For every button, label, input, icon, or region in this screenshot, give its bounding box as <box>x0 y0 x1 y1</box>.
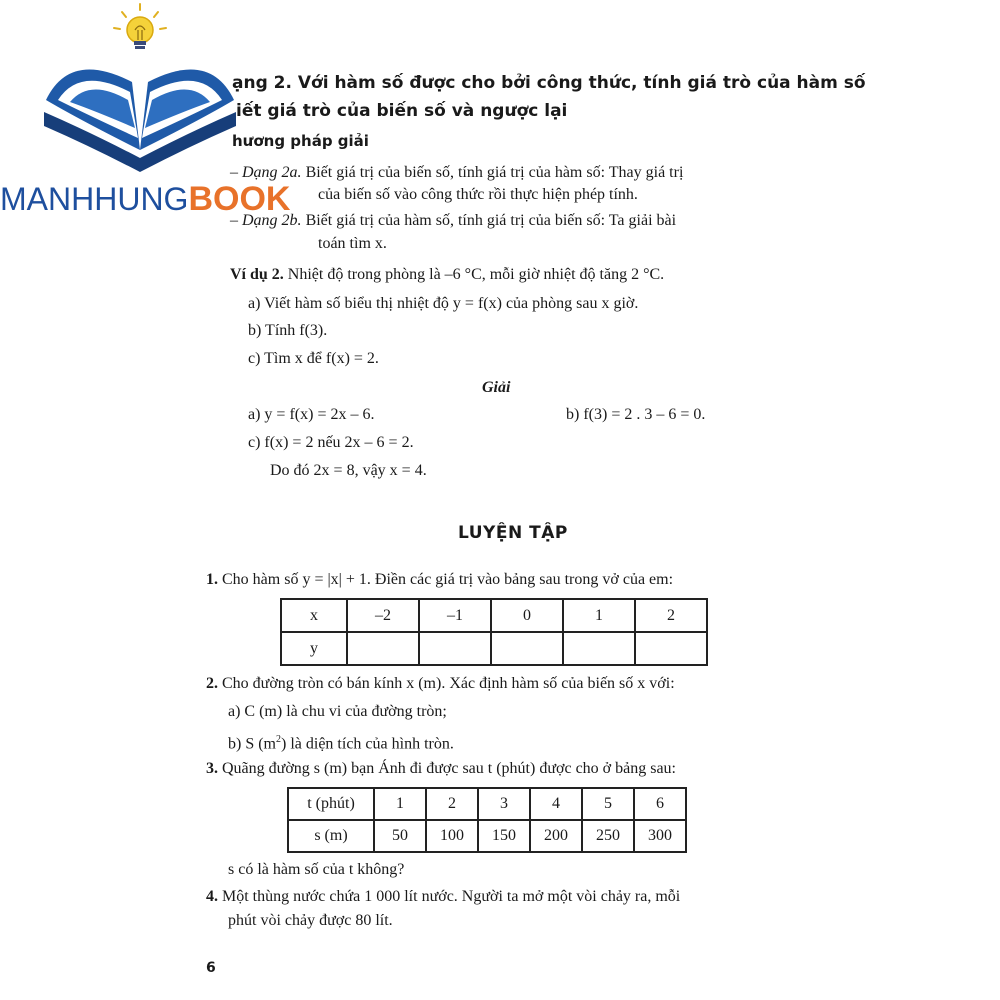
table-cell: 6 <box>634 788 686 820</box>
table-cell <box>419 632 491 665</box>
method-2b-line2: toán tìm x. <box>318 235 387 252</box>
table-cell: y <box>281 632 347 665</box>
method-2b-line1: Biết giá trị của hàm số, tính giá trị của biến số: Ta giải bài <box>305 212 677 229</box>
brand-name-part2: BOOK <box>188 180 291 218</box>
exercise-3 <box>206 759 676 779</box>
exercise-4-number: 4. <box>206 888 218 905</box>
table-cell: 2 <box>426 788 478 820</box>
table-cell: –2 <box>347 599 419 632</box>
exercise-2-b-post: ) là diện tích của hình tròn. <box>281 735 454 753</box>
exercise-3-question: s có là hàm số của t không? <box>228 861 405 878</box>
table-cell: 3 <box>478 788 530 820</box>
table-cell: 250 <box>582 820 634 852</box>
table-cell <box>347 632 419 665</box>
solution-c2: Do đó 2x = 8, vậy x = 4. <box>270 462 427 479</box>
exercise-2-a: a) C (m) là chu vi của đường tròn; <box>228 703 447 720</box>
section-heading-line2: iết giá trò của biến số và ngược lại <box>236 101 568 121</box>
example-2-a: a) Viết hàm số biểu thị nhiệt độ y = f(x) của phòng sau x giờ. <box>248 295 639 312</box>
table-cell: 100 <box>426 820 478 852</box>
example-2-c: c) Tìm x để f(x) = 2. <box>248 350 379 367</box>
book-bulb-icon <box>40 0 240 180</box>
brand-logo <box>40 0 240 184</box>
table-row <box>288 788 686 820</box>
exercise-2-b-pre: b) S (m <box>228 735 276 753</box>
table-cell: t (phút) <box>288 788 374 820</box>
table-cell: 300 <box>634 820 686 852</box>
practice-title: LUYỆN TẬP <box>458 523 568 543</box>
table-cell: 50 <box>374 820 426 852</box>
method-2a-line2: của biến số vào công thức rồi thực hiện phép tính. <box>318 186 638 203</box>
example-2-label: Ví dụ 2. <box>230 266 284 283</box>
table-cell: 150 <box>478 820 530 852</box>
section-heading-line1: ạng 2. Với hàm số được cho bởi công thức, tính giá trò của hàm số <box>232 73 866 93</box>
table-cell: 4 <box>530 788 582 820</box>
exercise-1 <box>206 570 673 590</box>
example-2-b: b) Tính f(3). <box>248 322 328 339</box>
solution-title: Giải <box>482 379 511 396</box>
table-cell <box>563 632 635 665</box>
page-number: 6 <box>206 960 216 976</box>
exercise-1-number: 1. <box>206 571 218 588</box>
method-2a <box>230 163 683 183</box>
table-cell: 200 <box>530 820 582 852</box>
example-2-text: Nhiệt độ trong phòng là –6 °C, mỗi giờ nhiệt độ tăng 2 °C. <box>287 266 665 283</box>
exercise-2-b <box>228 730 454 754</box>
solution-b: b) f(3) = 2 . 3 – 6 = 0. <box>566 406 706 423</box>
exercise-3-number: 3. <box>206 760 218 777</box>
table-cell: –1 <box>419 599 491 632</box>
table-row <box>281 599 707 632</box>
method-2a-line1: Biết giá trị của biến số, tính giá trị của hàm số: Thay giá trị <box>305 164 684 181</box>
brand-name-part1: MANHHUNG <box>0 181 189 217</box>
method-2b-label: – Dạng 2b. <box>230 212 302 229</box>
table-cell: 1 <box>374 788 426 820</box>
exercise-2-b-sup: 2 <box>276 734 281 745</box>
method-2a-label: – Dạng 2a. <box>230 164 302 181</box>
table-cell: 5 <box>582 788 634 820</box>
table-cell: s (m) <box>288 820 374 852</box>
solution-c: c) f(x) = 2 nếu 2x – 6 = 2. <box>248 434 414 451</box>
exercise-2-text: Cho đường tròn có bán kính x (m). Xác định hàm số của biến số x với: <box>222 675 675 692</box>
method-2b <box>230 211 676 231</box>
exercise-4 <box>206 887 680 907</box>
exercise-4-line2: phút vòi chảy được 80 lít. <box>228 912 393 929</box>
table-cell: 0 <box>491 599 563 632</box>
method-heading: hương pháp giải <box>232 132 369 150</box>
table-row <box>281 632 707 665</box>
solution-a: a) y = f(x) = 2x – 6. <box>248 406 375 423</box>
example-2 <box>230 265 664 285</box>
table-cell <box>635 632 707 665</box>
table-cell: 2 <box>635 599 707 632</box>
exercise-2 <box>206 674 675 694</box>
table-cell: x <box>281 599 347 632</box>
exercise-1-table <box>280 598 708 666</box>
table-cell <box>491 632 563 665</box>
table-cell: 1 <box>563 599 635 632</box>
exercise-1-text: Cho hàm số y = |x| + 1. Điền các giá trị vào bảng sau trong vở của em: <box>222 571 674 588</box>
exercise-4-line1: Một thùng nước chứa 1 000 lít nước. Người ta mở một vòi chảy ra, mỗi <box>222 888 681 905</box>
exercise-3-table <box>287 787 687 853</box>
exercise-2-number: 2. <box>206 675 218 692</box>
exercise-3-text: Quãng đường s (m) bạn Ánh đi được sau t (phút) được cho ở bảng sau: <box>222 760 676 777</box>
table-row <box>288 820 686 852</box>
